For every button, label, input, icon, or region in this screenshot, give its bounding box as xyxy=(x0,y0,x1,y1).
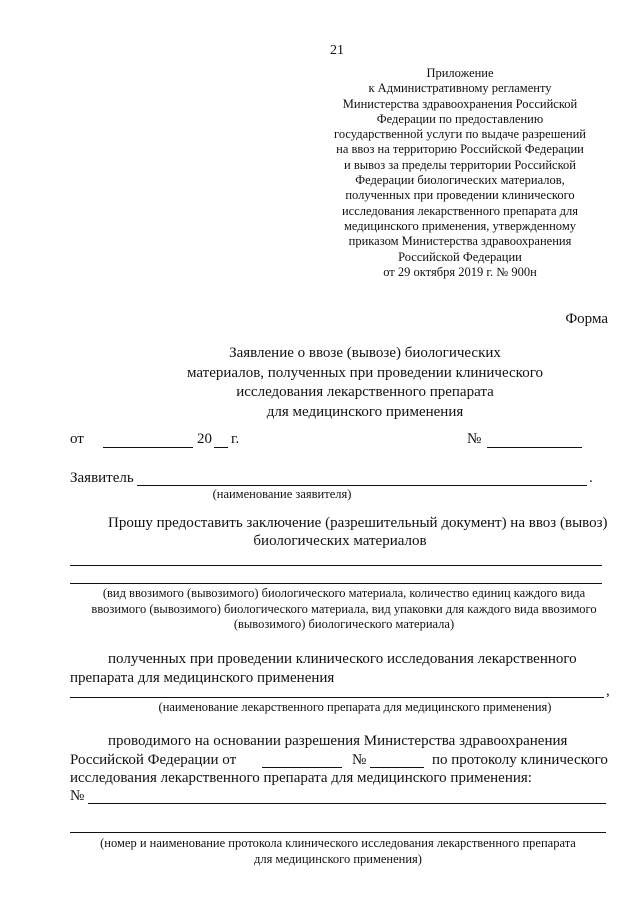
appendix-line: Федерации биологических материалов, xyxy=(355,173,565,188)
appendix-line: медицинского применения, утвержденному xyxy=(344,218,576,233)
drug-name-caption: (наименование лекарственного препарата для медицинского применения) xyxy=(158,700,552,714)
appendix-line: Министерства здравоохранения Российской xyxy=(342,96,578,111)
title-line: материалов, полученных при проведении клинического xyxy=(187,364,543,381)
protocol-field-1[interactable] xyxy=(88,803,606,804)
permission-date-field[interactable] xyxy=(262,767,342,768)
appendix-header xyxy=(330,66,590,280)
appendix-line: Российской Федерации xyxy=(398,249,522,264)
form-label: Форма xyxy=(565,311,608,327)
request-line-2: биологических материалов xyxy=(253,533,427,549)
date-field[interactable] xyxy=(103,447,193,448)
appendix-line: полученных при проведении клинического xyxy=(345,188,575,203)
date-from-label: от xyxy=(70,431,84,447)
materials-field-2[interactable] xyxy=(70,583,602,584)
materials-caption-line: (вид ввозимого (вывозимого) биологического материала, количество единиц каждого вида xyxy=(102,586,586,600)
document-title xyxy=(180,344,550,422)
permission-line-2a: Российской Федерации от xyxy=(70,752,237,768)
materials-caption-line: ввозимого (вывозимого) биологического материала, вид упаковки для каждого вида ввозимого xyxy=(91,601,597,616)
protocol-number-label: № xyxy=(70,788,85,804)
obtained-line-2: препарата для медицинского применения xyxy=(70,670,335,686)
obtained-paragraph xyxy=(70,650,611,688)
materials-caption xyxy=(66,586,622,633)
permission-number-label: № xyxy=(352,752,367,768)
year-field[interactable] xyxy=(214,447,228,448)
number-field[interactable] xyxy=(487,447,582,448)
appendix-line: приказом Министерства здравоохранения xyxy=(348,234,572,249)
appendix-line: от 29 октября 2019 г. № 900н xyxy=(383,264,537,279)
appendix-line: к Административному регламенту xyxy=(368,81,552,96)
request-line-1: Прошу предоставить заключение (разрешительный документ) на ввоз (вывоз) xyxy=(108,515,608,531)
appendix-line: Приложение xyxy=(426,66,494,80)
protocol-caption-line: (номер и наименование протокола клинического исследования лекарственного препарата xyxy=(100,836,576,850)
year-prefix: 20 xyxy=(197,431,212,447)
permission-line-3: исследования лекарственного препарата для медицинского применения: xyxy=(70,770,532,786)
number-label: № xyxy=(467,431,482,447)
page-number: 21 xyxy=(330,43,344,58)
protocol-caption-line: для медицинского применения) xyxy=(254,851,422,866)
permission-number-field[interactable] xyxy=(370,767,424,768)
year-suffix: г. xyxy=(231,431,240,447)
title-line: для медицинского применения xyxy=(266,403,464,420)
applicant-caption: (наименование заявителя) xyxy=(212,487,352,501)
obtained-end-mark: , xyxy=(606,683,610,699)
title-line: исследования лекарственного препарата xyxy=(236,384,494,400)
permission-line-2c: по протоколу клинического xyxy=(432,752,608,768)
appendix-line: на ввоз на территорию Российской Федерации xyxy=(336,142,584,157)
obtained-line-1: полученных при проведении клинического исследования лекарственного xyxy=(108,651,577,667)
appendix-line: исследования лекарственного препарата для xyxy=(341,203,579,218)
materials-caption-line: (вывозимого) биологического материала) xyxy=(233,617,455,631)
materials-field-1[interactable] xyxy=(70,565,602,566)
applicant-field[interactable] xyxy=(137,485,587,486)
applicant-end-mark: . xyxy=(589,470,593,486)
appendix-line: государственной услуги по выдаче разрешений xyxy=(334,127,586,142)
protocol-field-2[interactable] xyxy=(70,832,606,833)
protocol-caption xyxy=(70,836,606,867)
appendix-line: и вывоз за пределы территории Российской xyxy=(344,157,576,172)
permission-line-1: проводимого на основании разрешения Министерства здравоохранения xyxy=(108,733,568,749)
title-line: Заявление о ввозе (вывозе) биологических xyxy=(229,345,501,361)
drug-name-field[interactable] xyxy=(70,697,604,698)
applicant-label: Заявитель xyxy=(70,470,134,486)
appendix-line: Федерации по предоставлению xyxy=(376,111,544,126)
